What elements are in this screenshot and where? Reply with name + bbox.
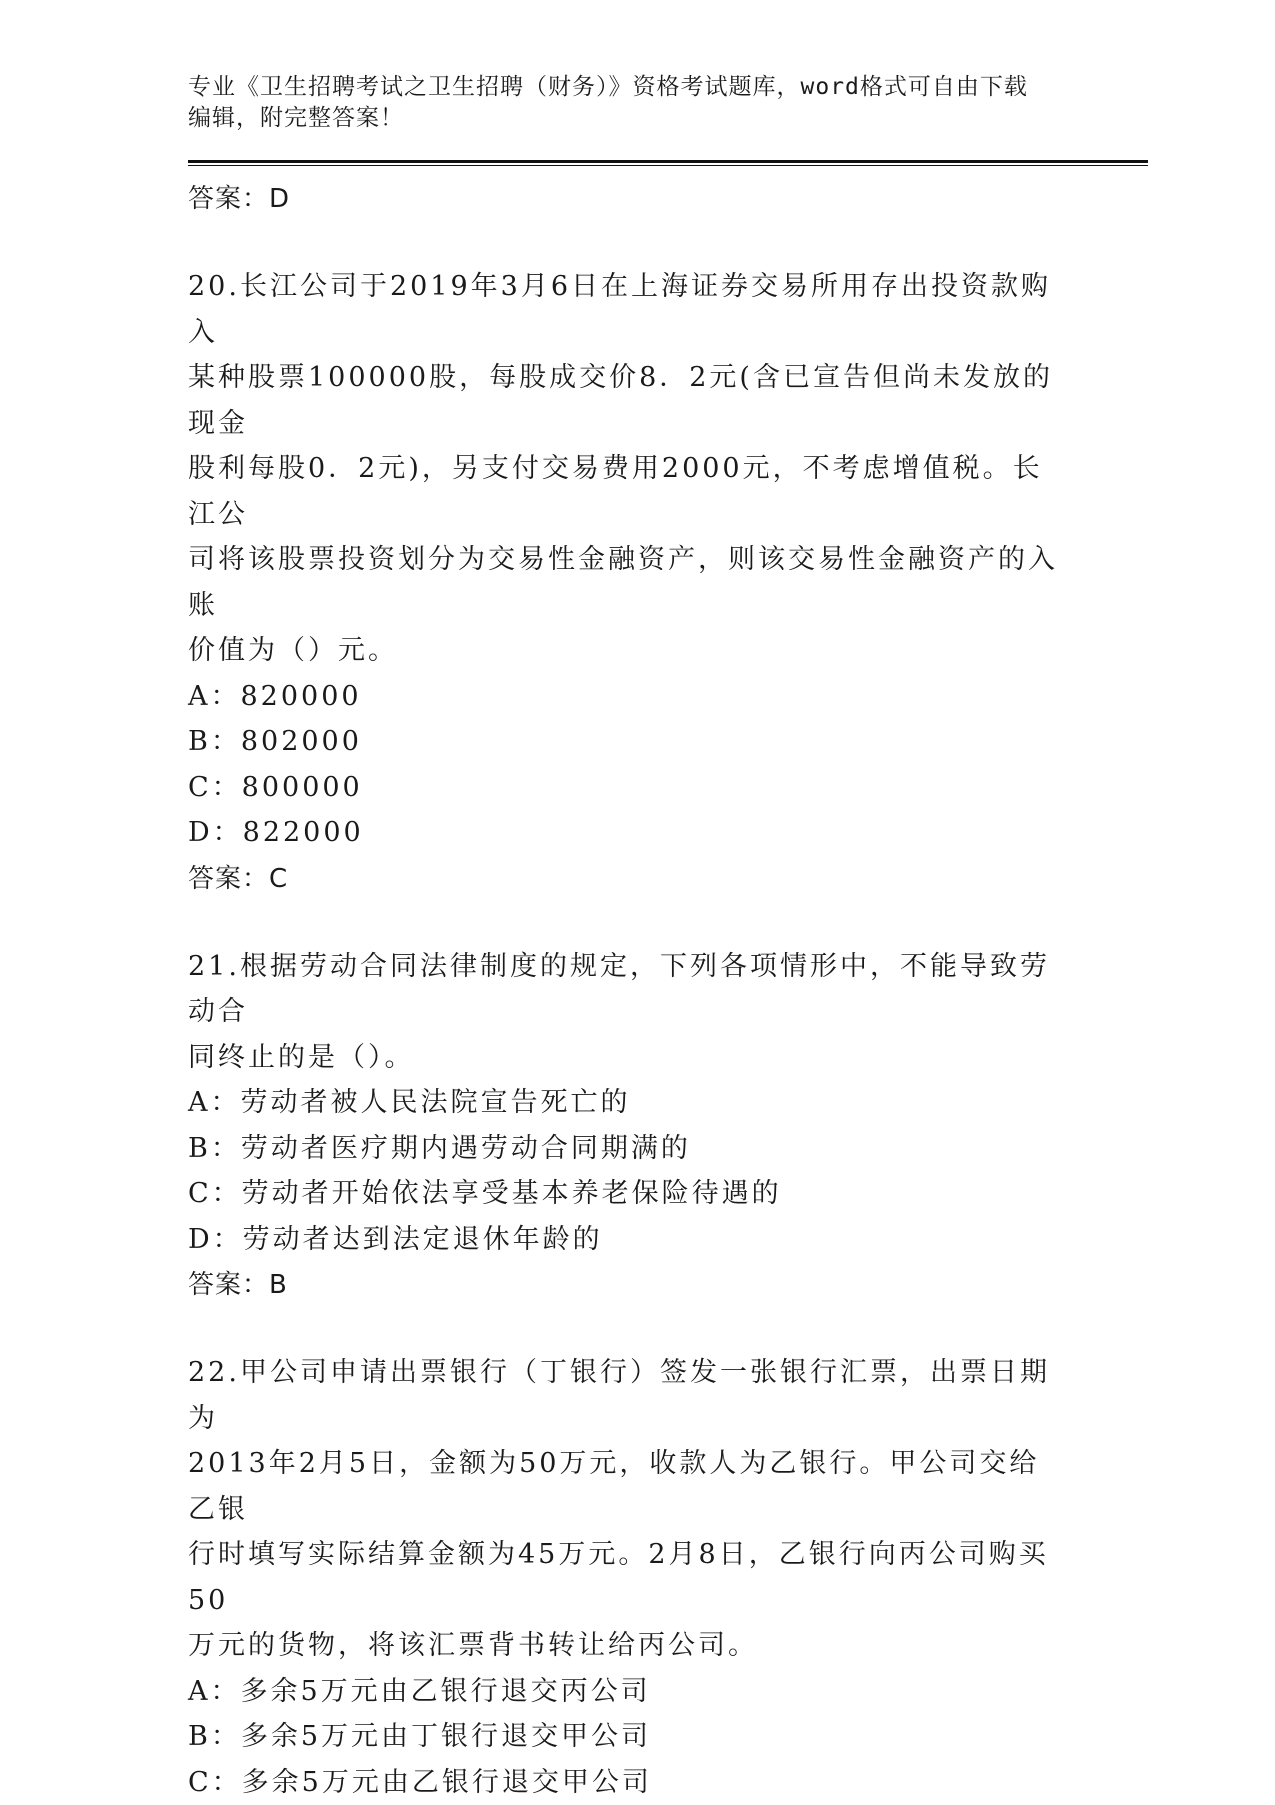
option-a: A：劳动者被人民法院宣告死亡的 [188, 1080, 1148, 1126]
header-line-2: 编辑，附完整答案！ [188, 103, 1088, 134]
option-d: D：822000 [188, 810, 1148, 856]
document-page [188, 0, 1148, 1805]
option-c: C：800000 [188, 765, 1148, 811]
option-d: D：劳动者达到法定退休年龄的 [188, 1217, 1148, 1263]
option-a: A：多余5万元由乙银行退交丙公司 [188, 1669, 1148, 1715]
answer-q20: 答案：C [188, 856, 1148, 902]
option-c: C：劳动者开始依法享受基本养老保险待遇的 [188, 1171, 1148, 1217]
question-22-line: 行时填写实际结算金额为45万元。2月8日，乙银行向丙公司购买50 [188, 1532, 1068, 1623]
answer-q21: 答案：B [188, 1262, 1148, 1308]
question-21-line: 21.根据劳动合同法律制度的规定，下列各项情形中，不能导致劳动合 [188, 944, 1068, 1035]
question-22-line: 22.甲公司申请出票银行（丁银行）签发一张银行汇票，出票日期为 [188, 1350, 1068, 1441]
question-22 [188, 1350, 1068, 1669]
question-22-line: 2013年2月5日，金额为50万元，收款人为乙银行。甲公司交给乙银 [188, 1441, 1068, 1532]
header-line-1: 专业《卫生招聘考试之卫生招聘（财务）》资格考试题库，word格式可自由下载 [188, 72, 1088, 103]
option-b: B：劳动者医疗期内遇劳动合同期满的 [188, 1126, 1148, 1172]
question-21-line: 同终止的是（）。 [188, 1035, 1068, 1081]
option-b: B：多余5万元由丁银行退交甲公司 [188, 1714, 1148, 1760]
question-21 [188, 944, 1068, 1081]
document-header [188, 0, 1088, 134]
question-20-line: 股利每股0．2元)，另支付交易费用2000元，不考虑增值税。长江公 [188, 446, 1068, 537]
question-20 [188, 264, 1068, 674]
question-20-line: 价值为（）元。 [188, 628, 1068, 674]
question-20-line: 司将该股票投资划分为交易性金融资产，则该交易性金融资产的入账 [188, 537, 1068, 628]
question-22-line: 万元的货物，将该汇票背书转让给丙公司。 [188, 1623, 1068, 1669]
option-b: B：802000 [188, 719, 1148, 765]
question-20-line: 某种股票100000股，每股成交价8．2元(含已宣告但尚未发放的现金 [188, 355, 1068, 446]
option-c: C：多余5万元由乙银行退交甲公司 [188, 1760, 1148, 1805]
question-20-line: 20.长江公司于2019年3月6日在上海证券交易所用存出投资款购入 [188, 264, 1068, 355]
option-a: A：820000 [188, 674, 1148, 720]
answer-q19: 答案：D [188, 176, 1148, 222]
